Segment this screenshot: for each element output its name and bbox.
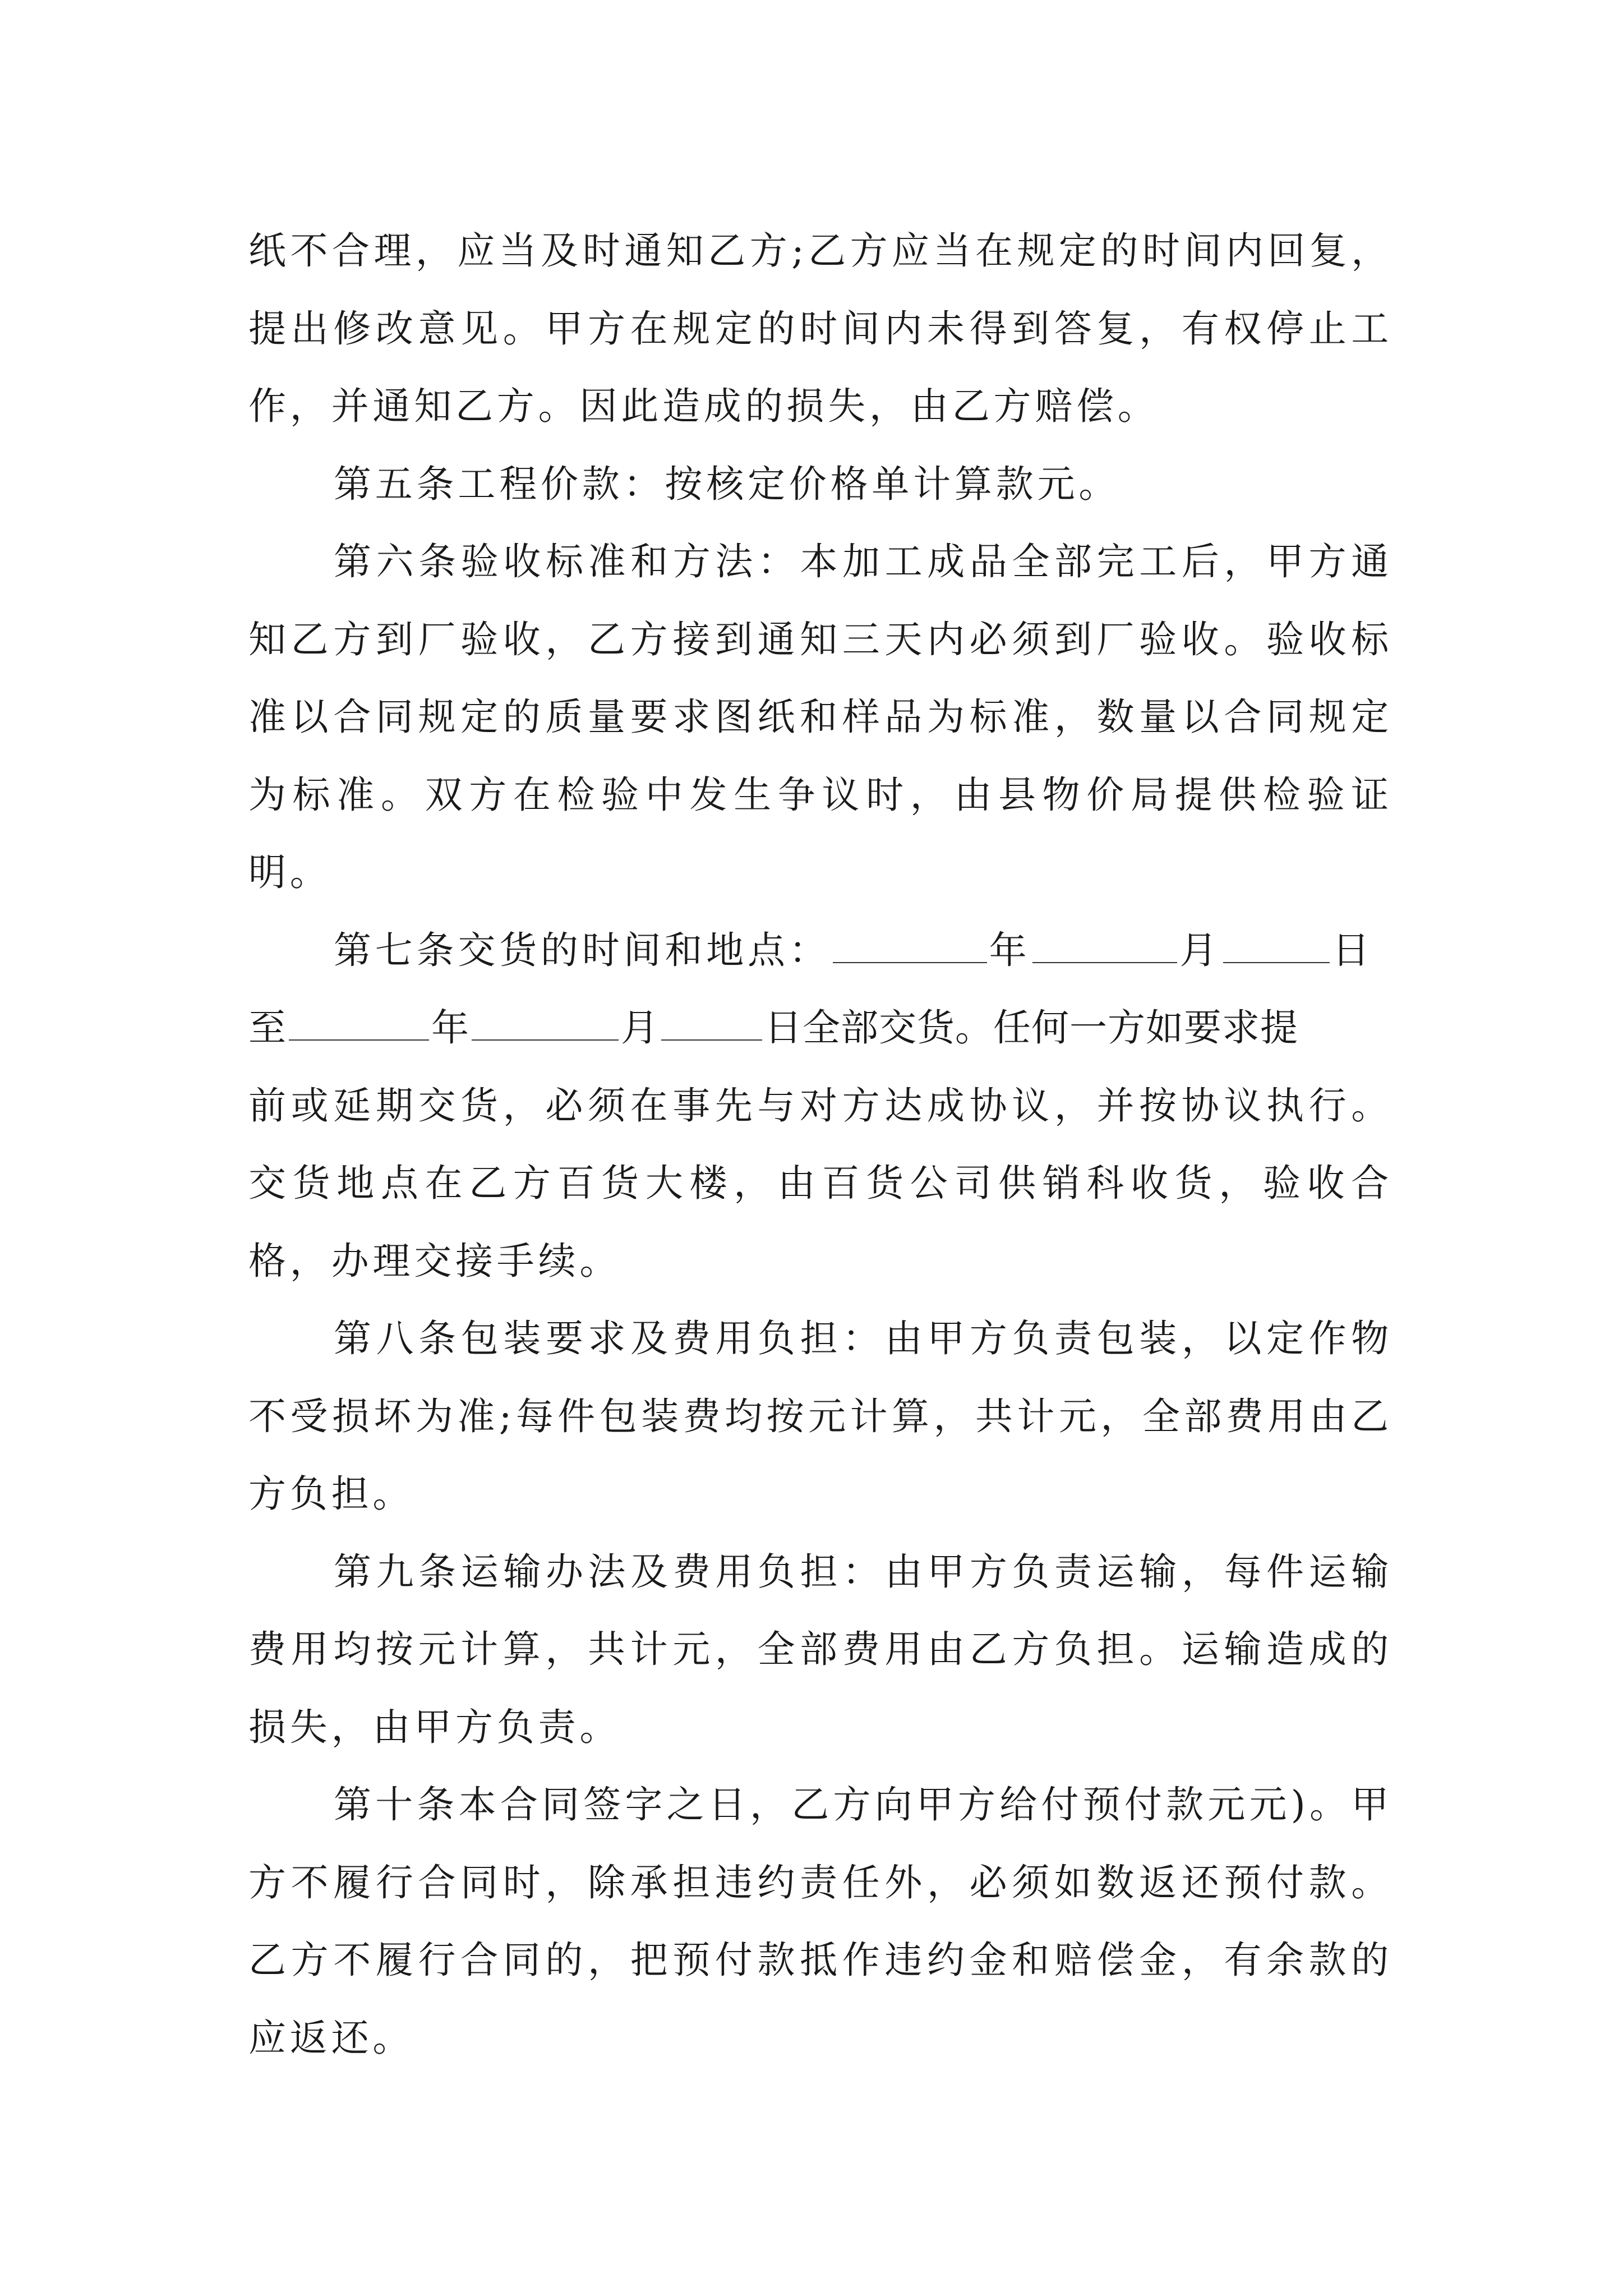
paragraph-article-7-delivery-line2 [248,989,1393,1067]
paragraph-article-10-prepayment: 第十条本合同签字之日，乙方向甲方给付预付款元元)。甲方不履行合同时，除承担违约责任外，必须如数返还预付款。乙方不履行合同的，把预付款抵作违约金和赔偿金，有余款的应返还。 [248,1783,1393,2060]
to-label: 至 [248,1006,287,1050]
month-blank-2[interactable] [472,1006,619,1041]
delivery-tail-text: 日全部交货。任何一方如要求提 [764,1006,1298,1050]
document-page [248,212,1393,2077]
paragraph-article-6-acceptance: 第六条验收标准和方法：本加工成品全部完工后，甲方通知乙方到厂验收，乙方接到通知三天内必须到厂验收。验收标准以合同规定的质量要求图纸和样品为标准，数量以合同规定为标准。双方在检验中发生争议时，由县物价局提供检验证明。 [248,540,1393,894]
day-blank-1[interactable] [1223,928,1330,963]
day-blank-2[interactable] [661,1006,762,1041]
year-label-2: 年 [431,1006,469,1050]
paragraph-article-7-delivery-rest: 前或延期交货，必须在事先与对方达成协议，并按协议执行。交货地点在乙方百货大楼，由百货公司供销科收货，验收合格，办理交接手续。 [248,1083,1393,1283]
year-blank-2[interactable] [289,1006,429,1041]
year-label-1: 年 [989,928,1031,972]
paragraph-drawing-notice: 纸不合理，应当及时通知乙方;乙方应当在规定的时间内回复，提出修改意见。甲方在规定的时间内未得到答复，有权停止工作，并通知乙方。因此造成的损失，由乙方赔偿。 [248,229,1393,428]
paragraph-article-8-packaging: 第八条包装要求及费用负担：由甲方负责包装，以定作物不受损坏为准;每件包装费均按元计算，共计元，全部费用由乙方负担。 [248,1317,1393,1516]
paragraph-article-9-transport: 第九条运输办法及费用负担：由甲方负责运输，每件运输费用均按元计算，共计元，全部费用由乙方负担。运输造成的损失，由甲方负责。 [248,1549,1393,1749]
paragraph-article-7-delivery-line1 [248,912,1393,990]
month-blank-1[interactable] [1032,928,1177,963]
day-label-1: 日 [1332,928,1374,972]
paragraph-article-5-price: 第五条工程价款：按核定价格单计算款元。 [334,462,1121,506]
month-label-1: 月 [1179,928,1221,972]
month-label-2: 月 [621,1006,659,1050]
year-blank-1[interactable] [833,928,987,963]
delivery-lead-text: 第七条交货的时间和地点： [334,928,831,972]
